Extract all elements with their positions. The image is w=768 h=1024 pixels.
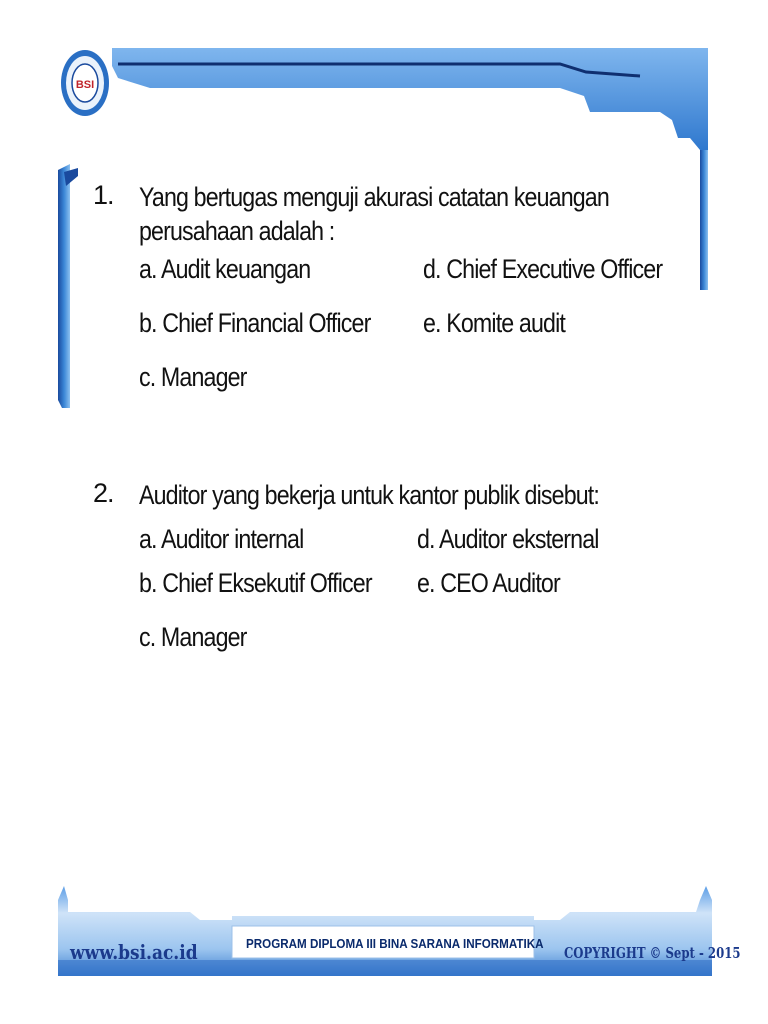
option-c: c. Manager [139,622,247,652]
question-text-line: Yang bertugas menguji akurasi catatan keuangan [139,182,609,212]
option-d: d. Chief Executive Officer [423,254,663,284]
svg-text:BSI: BSI [75,79,95,91]
question-2 [93,478,693,676]
question-text-line: Auditor yang bekerja untuk kantor publik disebut: [139,480,599,510]
option-e: e. CEO Auditor [417,568,560,598]
question-1 [93,180,693,416]
footer-copyright: COPYRIGHT © Sept - 2015 [564,944,741,962]
option-b: b. Chief Eksekutif Officer [139,568,372,598]
question-text-line: perusahaan adalah : [139,216,335,246]
option-e: e. Komite audit [423,308,565,338]
option-a: a. Auditor internal [139,524,304,554]
quiz-content [93,180,693,676]
options-row [139,254,693,308]
bsi-logo [58,48,110,118]
option-b: b. Chief Financial Officer [139,308,371,338]
options-row [139,362,693,416]
options-row [139,568,693,622]
question-number: 2. [93,478,114,508]
options-row [139,524,693,568]
options-row [139,622,693,676]
question-text [139,478,672,512]
footer-program: PROGRAM DIPLOMA III BINA SARANA INFORMATIKA [246,937,544,951]
footer-website: www.bsi.ac.id [70,940,198,964]
question-number: 1. [93,180,114,210]
options-row [139,308,693,362]
option-d: d. Auditor eksternal [417,524,599,554]
question-text [139,180,672,248]
option-c: c. Manager [139,362,247,392]
option-a: a. Audit keuangan [139,254,311,284]
